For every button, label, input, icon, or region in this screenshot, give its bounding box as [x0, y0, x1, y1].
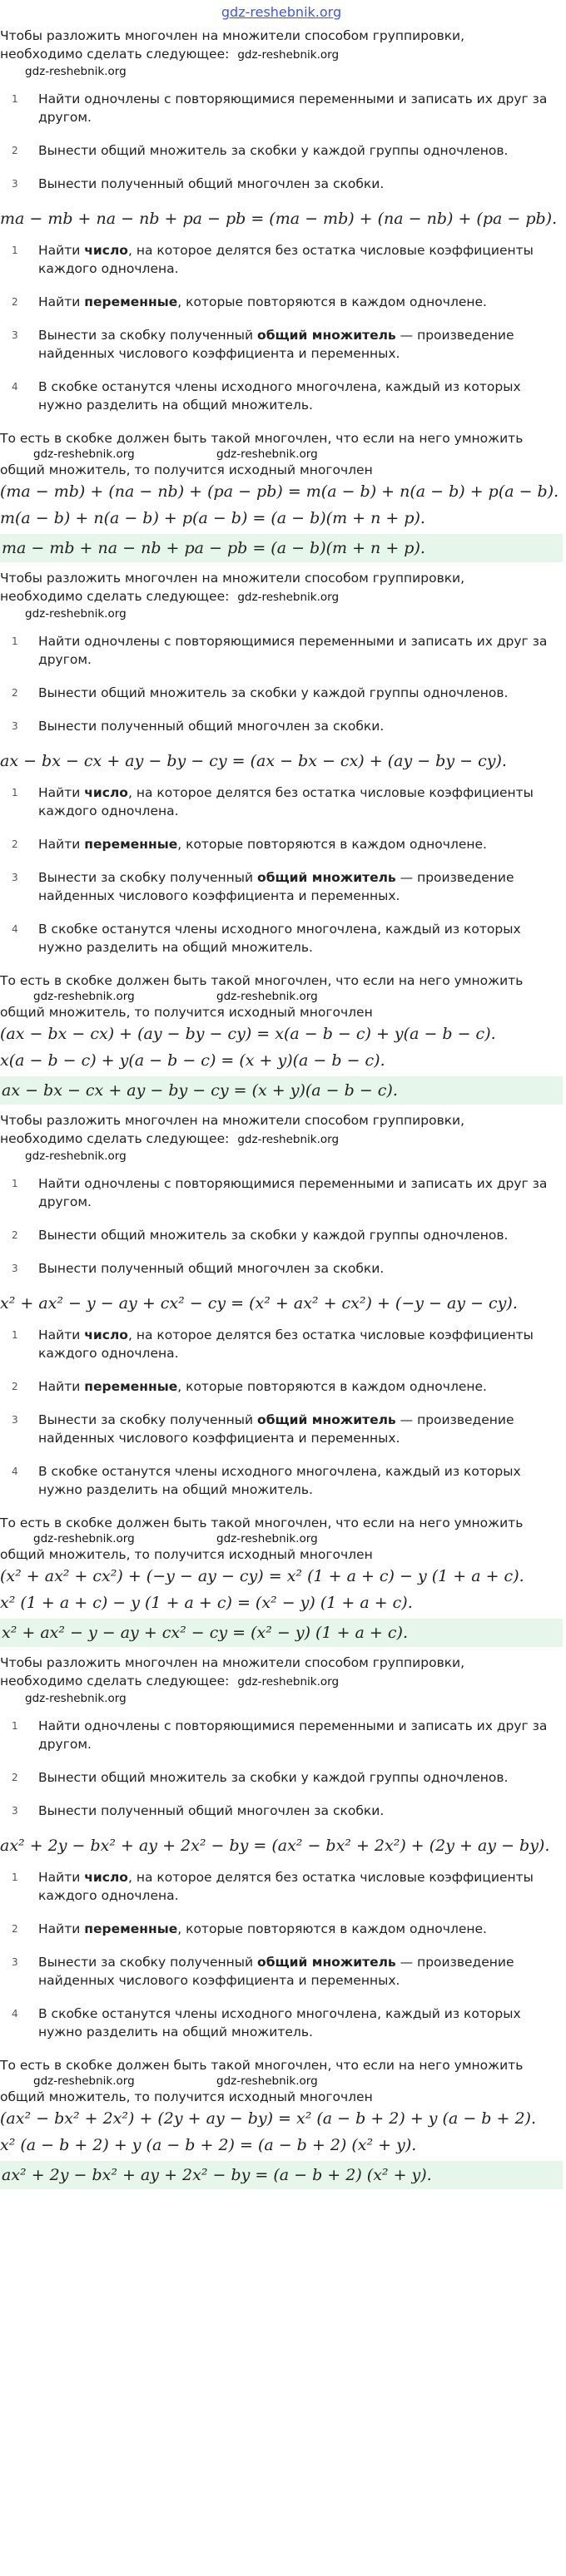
- conclusion-line: То есть в скобке должен быть такой многочлен, что если на него умножить: [0, 973, 524, 988]
- conclusion-text: [0, 1514, 563, 1564]
- step-text-part: , которые повторяются в каждом одночлене.: [177, 1379, 487, 1394]
- intro-line: [0, 1130, 563, 1148]
- step-text: [33, 868, 563, 905]
- conclusion-line: общий множитель, то получится исходный многочлен: [0, 2089, 373, 2104]
- step-number: 4: [12, 381, 18, 393]
- step-bold-term: общий множитель: [257, 870, 396, 885]
- step-bold-term: число: [84, 243, 128, 258]
- steps-list: [0, 632, 563, 735]
- watermark-text: gdz-reshebnik.org: [25, 65, 127, 78]
- conclusion-text: [0, 2056, 563, 2106]
- step-text: [33, 1920, 563, 1938]
- step-text: [33, 1768, 563, 1787]
- step-text: [33, 1226, 563, 1244]
- steps-list: [0, 1717, 563, 1820]
- answer-formula: ma − mb + na − nb + pa − pb = (a − b)(m + n + p).: [0, 534, 563, 562]
- step-item: [0, 241, 563, 278]
- step-number: 4: [12, 1466, 18, 1477]
- watermark-text: gdz-reshebnik.org: [237, 591, 340, 604]
- step-number: 1: [12, 1720, 18, 1732]
- conclusion-line: общий множитель, то получится исходный многочлен: [0, 462, 373, 477]
- step-text: [33, 717, 563, 735]
- step-bold-term: переменные: [84, 294, 178, 309]
- step-text: [33, 1802, 563, 1820]
- step-number: 1: [12, 1178, 18, 1189]
- intro-line-text: необходимо сделать следующее:: [0, 589, 230, 604]
- step-text-part: Найти: [38, 243, 85, 258]
- watermark-row: [0, 65, 563, 78]
- steps-list: [0, 1868, 563, 2041]
- intro-line: [0, 45, 563, 63]
- step-bold-term: переменные: [84, 837, 178, 852]
- watermark-text: gdz-reshebnik.org: [33, 447, 135, 461]
- conclusion-line: То есть в скобке должен быть такой многочлен, что если на него умножить: [0, 1515, 524, 1530]
- step-text: [33, 1326, 563, 1362]
- step-item: [0, 90, 563, 126]
- step-text-part: Найти одночлены с повторяющимися переменными и записать их друг за другом.: [38, 1176, 548, 1209]
- step-bold-term: общий множитель: [257, 1955, 396, 1970]
- step-text-part: , которые повторяются в каждом одночлене.: [177, 1921, 487, 1936]
- step-text-part: Вынести общий множитель за скобки у каждой группы одночленов.: [38, 1228, 509, 1243]
- step-number: 3: [12, 1956, 18, 1968]
- step-text-part: — произведение найденных числового коэффициента и переменных.: [38, 1955, 514, 1988]
- answer-formula: ax − bx − cx + ay − by − cy = (x + y)(a − b − c).: [0, 1076, 563, 1105]
- step-text: [33, 1259, 563, 1278]
- steps-list: [0, 784, 563, 957]
- step-text: [33, 835, 563, 853]
- step-text-part: — произведение найденных числового коэффициента и переменных.: [38, 870, 514, 903]
- watermark-row: [0, 990, 563, 1003]
- solution-block: [0, 569, 563, 1105]
- step-text: [33, 241, 563, 278]
- step-number: 2: [12, 1381, 18, 1392]
- intro-line-text: необходимо сделать следующее:: [0, 1131, 230, 1146]
- intro-text: [0, 27, 563, 63]
- steps-list: [0, 1174, 563, 1278]
- step-bold-term: число: [84, 1870, 128, 1885]
- intro-line: Чтобы разложить многочлен на множители способом группировки,: [0, 571, 465, 586]
- intro-line-text: необходимо сделать следующее:: [0, 1674, 230, 1688]
- watermark-text: gdz-reshebnik.org: [216, 990, 318, 1003]
- watermark-text: gdz-reshebnik.org: [33, 2074, 135, 2088]
- step-item: [0, 684, 563, 702]
- step-item: [0, 1868, 563, 1905]
- step-item: [0, 1326, 563, 1362]
- watermark-row: [0, 447, 563, 461]
- step-item: [0, 1802, 563, 1820]
- step-text: [33, 1868, 563, 1905]
- expansion-formula: (ax − bx − cx) + (ay − by − cy) = x(a − b − c) + y(a − b − c).: [0, 1025, 496, 1043]
- step-text: [33, 175, 563, 193]
- watermark-text: gdz-reshebnik.org: [33, 1532, 135, 1545]
- expansion-formula: m(a − b) + n(a − b) + p(a − b) = (a − b)(m + n + p).: [0, 509, 425, 527]
- step-bold-term: переменные: [84, 1921, 178, 1936]
- step-text-part: Найти одночлены с повторяющимися переменными и записать их друг за другом.: [38, 91, 548, 125]
- step-number: 2: [12, 838, 18, 850]
- step-text-part: Вынести за скобку полученный: [38, 328, 258, 343]
- step-text-part: Вынести общий множитель за скобки у каждой группы одночленов.: [38, 1770, 509, 1785]
- step-item: [0, 1259, 563, 1278]
- step-text-part: Найти: [38, 1921, 85, 1936]
- step-text-part: , на которое делятся без остатка числовые коэффициенты каждого одночлена.: [38, 243, 534, 276]
- watermark-text: gdz-reshebnik.org: [237, 48, 340, 62]
- step-text-part: Вынести за скобку полученный: [38, 870, 258, 885]
- grouping-formula: ma − mb + na − nb + pa − pb = (ma − mb) + (na − nb) + (pa − pb).: [0, 210, 558, 228]
- step-item: [0, 1411, 563, 1447]
- watermark-text: gdz-reshebnik.org: [237, 1133, 340, 1146]
- answer-formula: x² + ax² − y − ay + cx² − cy = (x² − y) (1 + a + c).: [0, 1619, 563, 1647]
- step-text-part: , которые повторяются в каждом одночлене.: [177, 837, 487, 852]
- step-text-part: В скобке останутся члены исходного многочлена, каждый из которых нужно разделить на общий множитель.: [38, 922, 521, 955]
- step-item: [0, 2005, 563, 2041]
- step-text-part: , которые повторяются в каждом одночлене.: [177, 294, 487, 309]
- intro-text: [0, 1654, 563, 1690]
- step-item: [0, 1768, 563, 1787]
- step-item: [0, 1226, 563, 1244]
- watermark-row: [0, 1532, 563, 1545]
- step-text-part: Вынести общий множитель за скобки у каждой группы одночленов.: [38, 685, 509, 700]
- site-title-link[interactable]: gdz-reshebnik.org: [221, 4, 342, 20]
- step-item: [0, 784, 563, 820]
- step-text: [33, 684, 563, 702]
- step-item: [0, 1377, 563, 1396]
- step-number: 1: [12, 93, 18, 105]
- step-item: [0, 920, 563, 957]
- conclusion-line: То есть в скобке должен быть такой многочлен, что если на него умножить: [0, 431, 524, 446]
- step-item: [0, 378, 563, 414]
- step-text-part: В скобке останутся члены исходного многочлена, каждый из которых нужно разделить на общий множитель.: [38, 2006, 521, 2040]
- step-text: [33, 1717, 563, 1753]
- step-item: [0, 717, 563, 735]
- step-number: 3: [12, 720, 18, 732]
- conclusion-line: общий множитель, то получится исходный многочлен: [0, 1547, 373, 1562]
- step-number: 2: [12, 145, 18, 156]
- step-text-part: В скобке останутся члены исходного многочлена, каждый из которых нужно разделить на общий множитель.: [38, 1464, 521, 1497]
- intro-line-text: необходимо сделать следующее:: [0, 47, 230, 62]
- intro-text: [0, 1111, 563, 1148]
- step-text-part: Вынести общий множитель за скобки у каждой группы одночленов.: [38, 143, 509, 158]
- step-text: [33, 326, 563, 363]
- step-text: [33, 1462, 563, 1499]
- step-text: [33, 378, 563, 414]
- step-text: [33, 1174, 563, 1211]
- intro-text: [0, 569, 563, 606]
- step-text: [33, 1411, 563, 1447]
- step-item: [0, 632, 563, 669]
- step-number: 4: [12, 2008, 18, 2020]
- step-item: [0, 835, 563, 853]
- step-text-part: — произведение найденных числового коэффициента и переменных.: [38, 1412, 514, 1446]
- solution-block: [0, 1654, 563, 2189]
- step-item: [0, 1717, 563, 1753]
- step-item: [0, 293, 563, 311]
- step-number: 3: [12, 1414, 18, 1426]
- step-number: 1: [12, 1329, 18, 1341]
- step-text-part: Найти: [38, 1870, 85, 1885]
- step-text: [33, 90, 563, 126]
- answer-formula: ax² + 2y − bx² + ay + 2x² − by = (a − b + 2) (x² + y).: [0, 2161, 563, 2189]
- intro-line: [0, 1672, 563, 1690]
- steps-list: [0, 1326, 563, 1499]
- step-text-part: — произведение найденных числового коэффициента и переменных.: [38, 328, 514, 361]
- expansion-formula: x(a − b − c) + y(a − b − c) = (x + y)(a − b − c).: [0, 1051, 385, 1070]
- step-text: [33, 1953, 563, 1990]
- step-number: 2: [12, 1229, 18, 1241]
- step-text-part: , на которое делятся без остатка числовые коэффициенты каждого одночлена.: [38, 1870, 534, 1903]
- conclusion-text: [0, 429, 563, 479]
- step-bold-term: число: [84, 785, 128, 800]
- step-item: [0, 1920, 563, 1938]
- step-number: 3: [12, 872, 18, 883]
- intro-line: Чтобы разложить многочлен на множители способом группировки,: [0, 1655, 465, 1670]
- step-text: [33, 141, 563, 160]
- step-text-part: Вынести полученный общий многочлен за скобки.: [38, 1803, 385, 1818]
- step-text: [33, 1377, 563, 1396]
- step-number: 2: [12, 1772, 18, 1783]
- watermark-row: [0, 1150, 563, 1163]
- solution-block: [0, 1111, 563, 1647]
- step-item: [0, 1953, 563, 1990]
- intro-line: Чтобы разложить многочлен на множители способом группировки,: [0, 28, 465, 43]
- step-number: 1: [12, 787, 18, 799]
- watermark-row: [0, 607, 563, 621]
- step-text: [33, 920, 563, 957]
- step-text-part: Найти: [38, 1328, 85, 1342]
- step-item: [0, 326, 563, 363]
- step-text-part: Вынести полученный общий многочлен за скобки.: [38, 1261, 385, 1276]
- step-text-part: Найти: [38, 837, 85, 852]
- step-text-part: В скобке останутся члены исходного многочлена, каждый из которых нужно разделить на общий множитель.: [38, 379, 521, 413]
- step-number: 3: [12, 1805, 18, 1817]
- step-item: [0, 1462, 563, 1499]
- expansion-formula: (ma − mb) + (na − nb) + (pa − pb) = m(a − b) + n(a − b) + p(a − b).: [0, 482, 559, 501]
- step-text: [33, 632, 563, 669]
- watermark-row: [0, 2074, 563, 2088]
- solutions-container: [0, 27, 563, 2189]
- step-item: [0, 141, 563, 160]
- solution-block: [0, 27, 563, 562]
- watermark-text: gdz-reshebnik.org: [33, 990, 135, 1003]
- expansion-formula: (x² + ax² + cx²) + (−y − ay − cy) = x² (1 + a + c) − y (1 + a + c).: [0, 1567, 524, 1585]
- grouping-formula: ax² + 2y − bx² + ay + 2x² − by = (ax² − bx² + 2x²) + (2y + ay − by).: [0, 1837, 550, 1855]
- step-bold-term: общий множитель: [257, 328, 396, 343]
- steps-list: [0, 241, 563, 414]
- watermark-text: gdz-reshebnik.org: [216, 447, 318, 461]
- step-text-part: Найти одночлены с повторяющимися переменными и записать их друг за другом.: [38, 1718, 548, 1752]
- step-text: [33, 784, 563, 820]
- step-number: 4: [12, 923, 18, 935]
- step-text-part: , на которое делятся без остатка числовые коэффициенты каждого одночлена.: [38, 785, 534, 818]
- step-number: 1: [12, 635, 18, 647]
- grouping-formula: x² + ax² − y − ay + cx² − cy = (x² + ax² + cx²) + (−y − ay − cy).: [0, 1294, 518, 1313]
- watermark-text: gdz-reshebnik.org: [25, 1150, 127, 1163]
- watermark-text: gdz-reshebnik.org: [237, 1675, 340, 1688]
- intro-line: [0, 587, 563, 606]
- step-text: [33, 2005, 563, 2041]
- watermark-row: [0, 1692, 563, 1705]
- step-text-part: , на которое делятся без остатка числовые коэффициенты каждого одночлена.: [38, 1328, 534, 1361]
- step-text-part: Найти: [38, 1379, 85, 1394]
- step-bold-term: общий множитель: [257, 1412, 396, 1427]
- step-number: 2: [12, 687, 18, 699]
- step-number: 1: [12, 1871, 18, 1883]
- step-item: [0, 868, 563, 905]
- step-number: 1: [12, 245, 18, 256]
- step-text-part: Найти одночлены с повторяющимися переменными и записать их друг за другом.: [38, 634, 548, 667]
- step-number: 2: [12, 1923, 18, 1935]
- step-text-part: Найти: [38, 294, 85, 309]
- conclusion-line: общий множитель, то получится исходный многочлен: [0, 1005, 373, 1020]
- watermark-text: gdz-reshebnik.org: [25, 1692, 127, 1705]
- step-bold-term: число: [84, 1328, 128, 1342]
- step-text-part: Найти: [38, 785, 85, 800]
- expansion-formula: x² (a − b + 2) + y (a − b + 2) = (a − b + 2) (x² + y).: [0, 2136, 417, 2154]
- step-text-part: Вынести полученный общий многочлен за скобки.: [38, 719, 385, 734]
- step-number: 2: [12, 296, 18, 308]
- step-text: [33, 293, 563, 311]
- conclusion-text: [0, 972, 563, 1021]
- watermark-text: gdz-reshebnik.org: [216, 2074, 318, 2088]
- step-text-part: Вынести полученный общий многочлен за скобки.: [38, 176, 385, 191]
- step-number: 3: [12, 178, 18, 190]
- step-text-part: Вынести за скобку полученный: [38, 1412, 258, 1427]
- intro-line: Чтобы разложить многочлен на множители способом группировки,: [0, 1113, 465, 1128]
- expansion-formula: x² (1 + a + c) − y (1 + a + c) = (x² − y) (1 + a + c).: [0, 1594, 413, 1612]
- conclusion-line: То есть в скобке должен быть такой многочлен, что если на него умножить: [0, 2058, 524, 2073]
- step-text-part: Вынести за скобку полученный: [38, 1955, 258, 1970]
- steps-list: [0, 90, 563, 193]
- watermark-text: gdz-reshebnik.org: [216, 1532, 318, 1545]
- watermark-text: gdz-reshebnik.org: [25, 607, 127, 621]
- grouping-formula: ax − bx − cx + ay − by − cy = (ax − bx − cx) + (ay − by − cy).: [0, 752, 507, 770]
- step-item: [0, 1174, 563, 1211]
- step-number: 3: [12, 329, 18, 341]
- step-bold-term: переменные: [84, 1379, 178, 1394]
- expansion-formula: (ax² − bx² + 2x²) + (2y + ay − by) = x² (a − b + 2) + y (a − b + 2).: [0, 2109, 536, 2128]
- step-number: 3: [12, 1263, 18, 1274]
- step-item: [0, 175, 563, 193]
